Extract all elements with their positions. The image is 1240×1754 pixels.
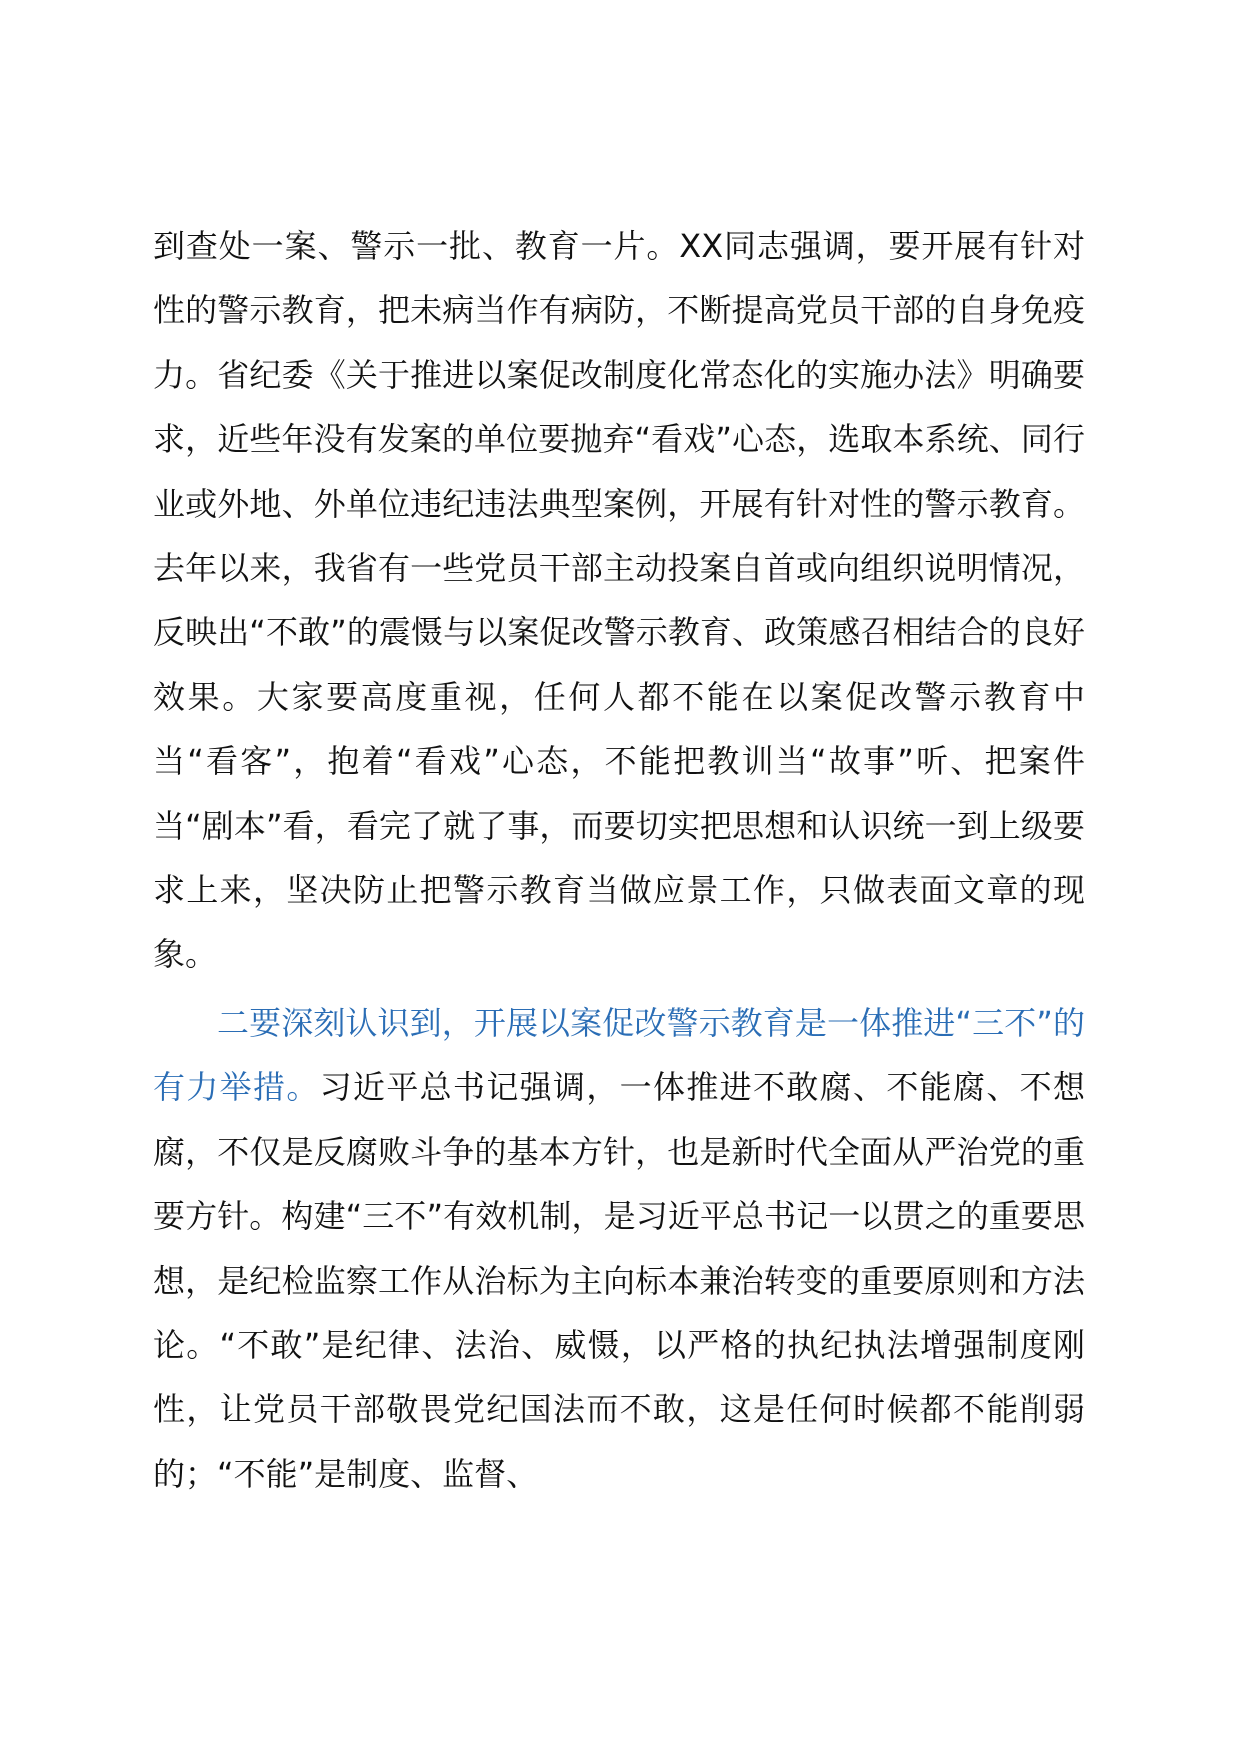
paragraph-2-text: 习近平总书记强调，一体推进不敢腐、不能腐、不想腐，不仅是反腐败斗争的基本方针，也是新时代全面从严治党的重要方针。构建“三不”有效机制，是习近平总书记一以贯之的重要思想，是纪检监察工作从治标为主向标本兼治转变的重要原则和方法论。“不敢”是纪律、法治、威慑，以严格的执纪执法增强制度刚性，让党员干部敬畏党纪国法而不敢，这是任何时候都不能削弱的；“不能”是制度、监督、	[153, 1068, 1085, 1493]
paragraph-1-text: 到查处一案、警示一批、教育一片。XX同志强调，要开展有针对性的警示教育，把未病当作有病防，不断提高党员干部的自身免疫力。省纪委《关于推进以案促改制度化常态化的实施办法》明确要求，近些年没有发案的单位要抛弃“看戏”心态，选取本系统、同行业或外地、外单位违纪违法典型案例，开展有针对性的警示教育。去年以来，我省有一些党员干部主动投案自首或向组织说明情况，反映出“不敢”的震慑与以案促改警示教育、政策感召相结合的良好效果。大家要高度重视，任何人都不能在以案促改警示教育中当“看客”，抱着“看戏”心态，不能把教训当“故事”听、把案件当“剧本”看，看完了就了事，而要切实把思想和认识统一到上级要求上来，坚决防止把警示教育当做应景工作，只做表面文章的现象。	[153, 227, 1085, 974]
paragraph-2-lead-sentence: 二要深刻认识到，开展以案促改警示教育是一体推进“三不”的有力举措。	[153, 1003, 1085, 1107]
paragraph-2	[153, 991, 1085, 1506]
document-body	[153, 214, 1085, 1506]
paragraph-1	[153, 214, 1085, 987]
